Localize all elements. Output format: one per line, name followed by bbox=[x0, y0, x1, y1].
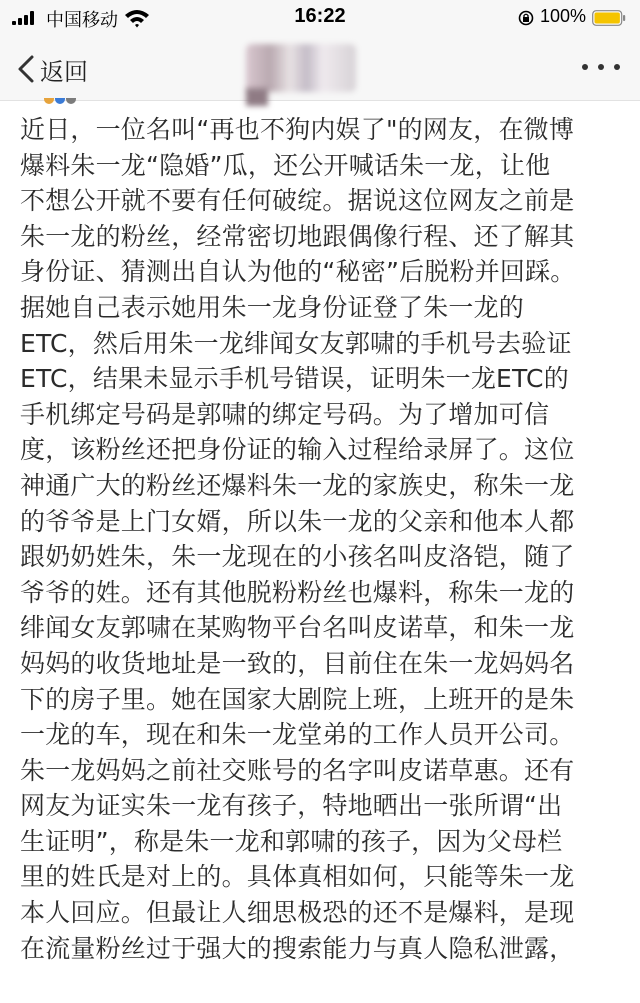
article-line: 不想公开就不要有任何破绽。据说这位网友之前是 bbox=[20, 186, 575, 216]
status-time: 16:22 bbox=[294, 5, 346, 27]
article-line: 跟奶奶姓朱，朱一龙现在的小孩名叫皮洛铠，随了 bbox=[20, 542, 575, 572]
article-line: 朱一龙的粉丝，经常密切地跟偶像行程、还了解其 bbox=[20, 221, 575, 251]
avatar-fragment bbox=[44, 98, 80, 106]
article-line: 一龙的车，现在和朱一龙堂弟的工作人员开公司。 bbox=[20, 720, 575, 750]
article-line: 据她自己表示她用朱一龙身份证登了朱一龙的 bbox=[20, 292, 525, 322]
more-options-button[interactable] bbox=[580, 58, 624, 78]
blurred-avatar bbox=[246, 88, 268, 106]
article-body bbox=[20, 112, 632, 966]
article-line: 爷爷的姓。还有其他脱粉粉丝也爆料，称朱一龙的 bbox=[20, 577, 575, 607]
article-line: 绯闻女友郭啸在某购物平台名叫皮诺草，和朱一龙 bbox=[20, 613, 575, 643]
article-line: 下的房子里。她在国家大剧院上班，上班开的是朱 bbox=[20, 684, 575, 714]
article-line: 生证明”，称是朱一龙和郭啸的孩子，因为父母栏 bbox=[20, 826, 563, 856]
article-line: 在流量粉丝过于强大的搜索能力与真人隐私泄露， bbox=[20, 933, 575, 963]
article-line: 的爷爷是上门女婿，所以朱一龙的父亲和他本人都 bbox=[20, 506, 575, 536]
article-line: 里的姓氏是对上的。具体真相如何，只能等朱一龙 bbox=[20, 862, 575, 892]
chevron-left-icon bbox=[16, 54, 36, 84]
article-line: 度，该粉丝还把身份证的输入过程给录屏了。这位 bbox=[20, 435, 575, 465]
back-label: 返回 bbox=[40, 58, 88, 86]
article-line: 妈妈的收货地址是一致的，目前住在朱一龙妈妈名 bbox=[20, 648, 575, 678]
status-bar bbox=[0, 0, 640, 36]
rotation-lock-icon bbox=[518, 10, 534, 26]
article-line: ETC，然后用朱一龙绯闻女友郭啸的手机号去验证 bbox=[20, 328, 572, 358]
article-line: ETC，结果未显示手机号错误，证明朱一龙ETC的 bbox=[20, 364, 569, 394]
article-line: 本人回应。但最让人细思极恐的还不是爆料，是现 bbox=[20, 898, 575, 928]
article-line: 身份证、猜测出自认为他的“秘密”后脱粉并回踩。 bbox=[20, 257, 576, 287]
battery-icon bbox=[592, 10, 626, 26]
back-button[interactable] bbox=[14, 50, 104, 86]
article-line: 朱一龙妈妈之前社交账号的名字叫皮诺草惠。还有 bbox=[20, 755, 575, 785]
battery-percent: 100% bbox=[540, 6, 587, 26]
carrier-name: 中国移动 bbox=[46, 10, 118, 31]
article-line: 神通广大的粉丝还爆料朱一龙的家族史，称朱一龙 bbox=[20, 470, 575, 500]
article-line: 近日，一位名叫“再也不狗内娱了"的网友，在微博 bbox=[20, 115, 575, 144]
navigation-bar bbox=[0, 36, 640, 101]
article-line: 爆料朱一龙“隐婚”瓜，还公开喊话朱一龙，让他 bbox=[20, 150, 551, 180]
article-line: 网友为证实朱一龙有孩子，特地晒出一张所谓“出 bbox=[20, 791, 563, 821]
blurred-page-title bbox=[246, 44, 356, 92]
article-line: 手机绑定号码是郭啸的绑定号码。为了增加可信 bbox=[20, 399, 550, 429]
